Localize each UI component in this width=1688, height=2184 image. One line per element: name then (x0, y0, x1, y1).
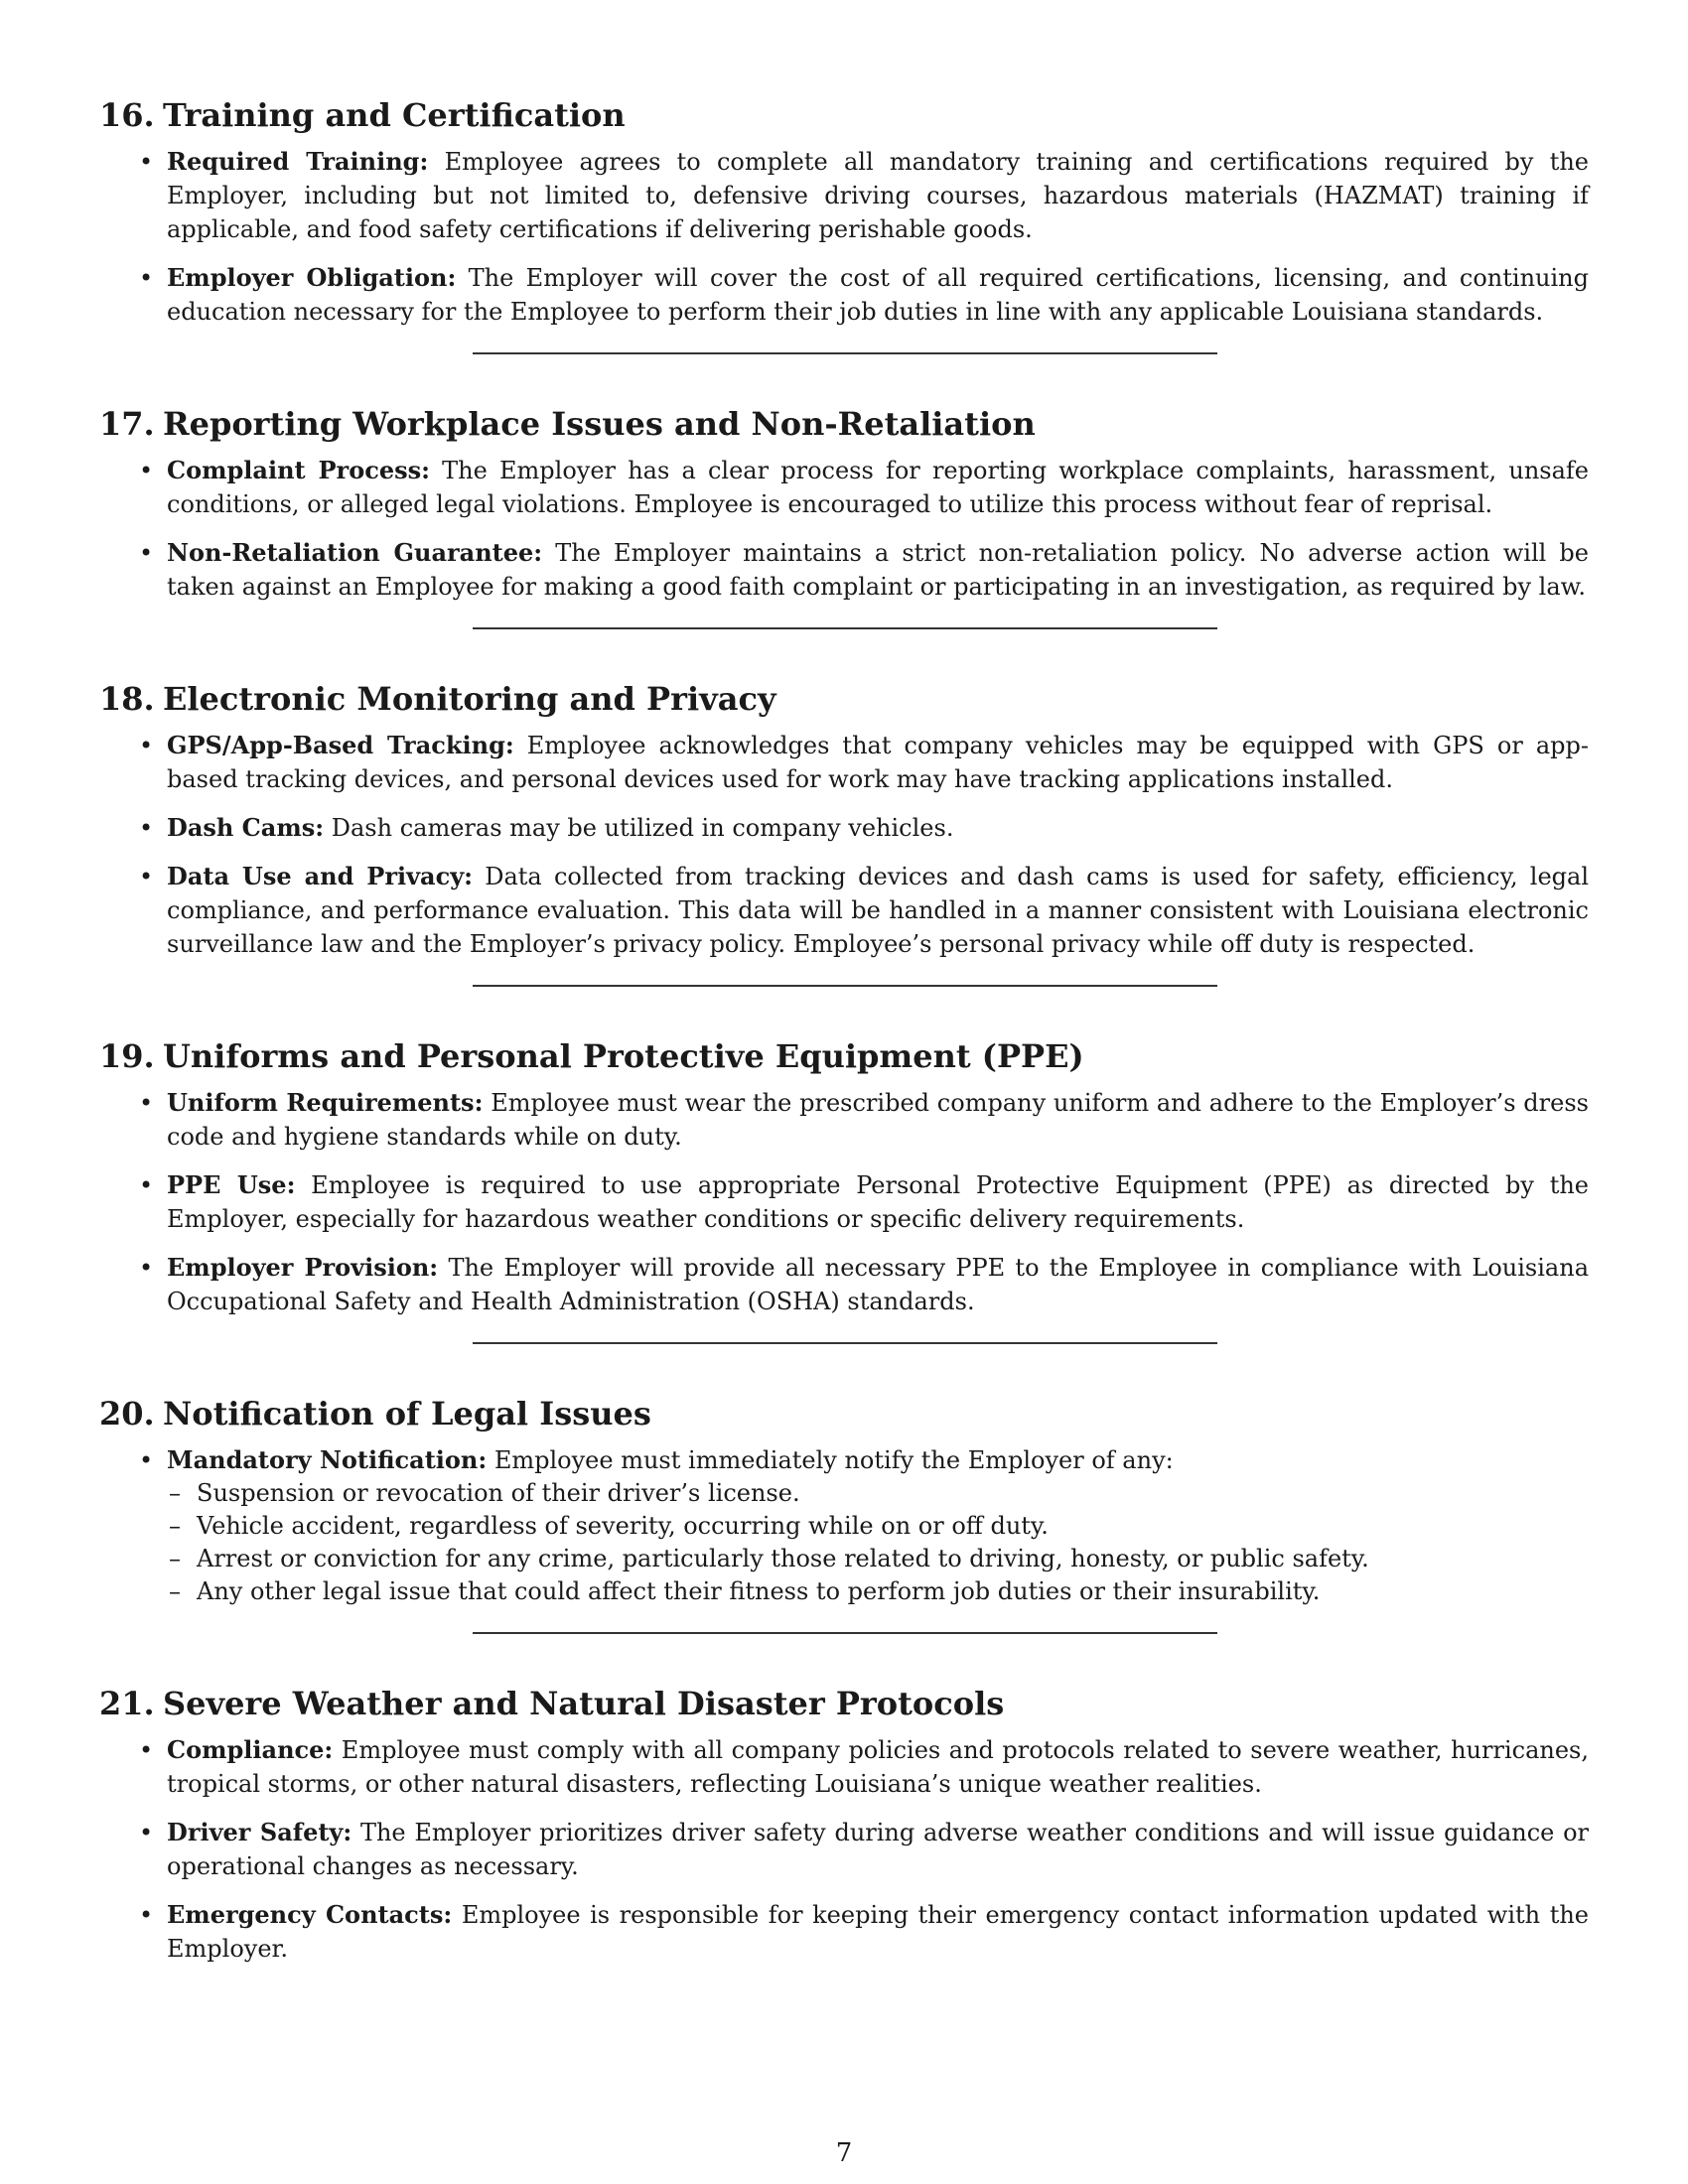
item-text: Employee is responsible for keeping their emergency contact information updated with the Employer. (167, 1901, 1589, 1963)
item-label: Compliance: (167, 1735, 334, 1764)
item-label: Data Use and Privacy: (167, 862, 474, 890)
item-text: Employee must wear the prescribed company uniform and adhere to the Employer’s dress code and hygiene standards while on duty. (167, 1089, 1589, 1151)
item-label: Required Training: (167, 147, 429, 176)
section-heading: Severe Weather and Natural Disaster Protocols (163, 1685, 1005, 1722)
item-label: Emergency Contacts: (167, 1900, 453, 1929)
item-text: Dash cameras may be utilized in company vehicles. (331, 814, 954, 842)
item-text: Employee must immediately notify the Employer of any: (493, 1446, 1174, 1474)
section-heading: Training and Certification (163, 96, 626, 134)
bullet-list (99, 1086, 1589, 1318)
item-text: Employee must comply with all company policies and protocols related to severe weather, hurricanes, tropical storms, or other natural disasters, reflecting Louisiana’s unique weather realities. (167, 1736, 1589, 1798)
item-text: The Employer has a clear process for reporting workplace complaints, harassment, unsafe conditions, or alleged legal violations. Employee is encouraged to utilize this process without fear of reprisal. (167, 457, 1589, 518)
section-number: 16. (99, 96, 155, 134)
page-number: 7 (835, 2138, 853, 2168)
item-label: Dash Cams: (167, 813, 325, 842)
sub-list-item: – Arrest or conviction for any crime, particularly those related to driving, honesty, or public safety. (167, 1543, 1589, 1575)
item-text: The Employer will cover the cost of all required certifications, licensing, and continuing education necessary for the Employee to perform their job duties in line with any applicable Louisiana standards. (167, 264, 1589, 326)
section-legal-issues (99, 1394, 1589, 1608)
sub-list-item: – Suspension or revocation of their driver’s license. (167, 1477, 1589, 1510)
item-label: Uniform Requirements: (167, 1088, 484, 1117)
section-electronic-monitoring (99, 679, 1589, 961)
item-label: Driver Safety: (167, 1818, 352, 1846)
section-heading: Uniforms and Personal Protective Equipment (PPE) (163, 1037, 1084, 1075)
section-training-certification (99, 95, 1589, 329)
list-item (99, 454, 1589, 521)
list-item (99, 261, 1589, 329)
item-text: Data collected from tracking devices and dash cams is used for safety, efficiency, legal compliance, and performance evaluation. This data will be handled in a manner consistent with Louisiana electronic surveillance law and the Employer’s privacy policy. Employee’s personal privacy while off duty is respected. (167, 863, 1589, 958)
bullet-list (99, 729, 1589, 961)
section-title (99, 95, 1589, 135)
section-heading: Reporting Workplace Issues and Non-Retaliation (163, 405, 1036, 443)
item-label: Non-Retaliation Guarantee: (167, 538, 543, 567)
section-title (99, 1684, 1589, 1723)
item-label: GPS/App-Based Tracking: (167, 731, 514, 759)
item-label: Employer Obligation: (167, 263, 457, 292)
section-divider (473, 1632, 1217, 1634)
bullet-list (99, 145, 1589, 329)
list-item (99, 1086, 1589, 1154)
section-divider (473, 985, 1217, 987)
list-item (99, 729, 1589, 796)
section-severe-weather (99, 1684, 1589, 1966)
section-number: 17. (99, 405, 155, 443)
sub-list-item: – Any other legal issue that could affect their fitness to perform job duties or their insurability. (167, 1575, 1589, 1608)
list-item (99, 1816, 1589, 1883)
section-number: 18. (99, 680, 155, 718)
list-item (99, 1898, 1589, 1966)
section-title (99, 404, 1589, 444)
list-item (99, 811, 1589, 845)
item-text: The Employer maintains a strict non-retaliation policy. No adverse action will be taken against an Employee for making a good faith complaint or participating in an investigation, as required by law. (167, 539, 1589, 601)
list-item (99, 1168, 1589, 1236)
section-divider (473, 627, 1217, 629)
item-label: Employer Provision: (167, 1253, 439, 1282)
bullet-list (99, 454, 1589, 604)
bullet-list (99, 1733, 1589, 1966)
item-text: Employee agrees to complete all mandatory training and certifications required by the Employer, including but not limited to, defensive driving courses, hazardous materials (HAZMAT) training if applicable, and food safety certifications if delivering perishable goods. (167, 148, 1589, 243)
list-item (99, 860, 1589, 961)
section-reporting-issues (99, 404, 1589, 604)
document-content (99, 95, 1589, 1980)
list-item (99, 1733, 1589, 1801)
section-uniforms-ppe (99, 1036, 1589, 1318)
item-label: Complaint Process: (167, 456, 430, 484)
section-title (99, 679, 1589, 719)
list-item (99, 1251, 1589, 1318)
item-text: Employee acknowledges that company vehicles may be equipped with GPS or app-based tracking devices, and personal devices used for work may have tracking applications installed. (167, 732, 1589, 793)
sub-list-item: – Vehicle accident, regardless of severity, occurring while on or off duty. (167, 1510, 1589, 1543)
section-divider (473, 352, 1217, 354)
section-heading: Electronic Monitoring and Privacy (163, 680, 776, 718)
section-number: 20. (99, 1395, 155, 1433)
item-text: The Employer will provide all necessary PPE to the Employee in compliance with Louisiana Occupational Safety and Health Administration (OSHA) standards. (167, 1254, 1590, 1315)
section-title (99, 1036, 1589, 1076)
list-item (99, 1443, 1589, 1608)
item-text: The Employer prioritizes driver safety during adverse weather conditions and will issue guidance or operational changes as necessary. (167, 1819, 1589, 1880)
section-number: 21. (99, 1685, 155, 1722)
item-text: Employee is required to use appropriate Personal Protective Equipment (PPE) as directed by the Employer, especially for hazardous weather conditions or specific delivery requirements. (167, 1171, 1589, 1233)
sub-list (167, 1477, 1589, 1608)
section-number: 19. (99, 1037, 155, 1075)
section-divider (473, 1342, 1217, 1344)
section-heading: Notification of Legal Issues (163, 1395, 651, 1433)
item-label: Mandatory Notification: (167, 1445, 488, 1474)
list-item (99, 145, 1589, 246)
list-item (99, 536, 1589, 604)
section-title (99, 1394, 1589, 1433)
item-label: PPE Use: (167, 1170, 296, 1199)
bullet-list (99, 1443, 1589, 1608)
